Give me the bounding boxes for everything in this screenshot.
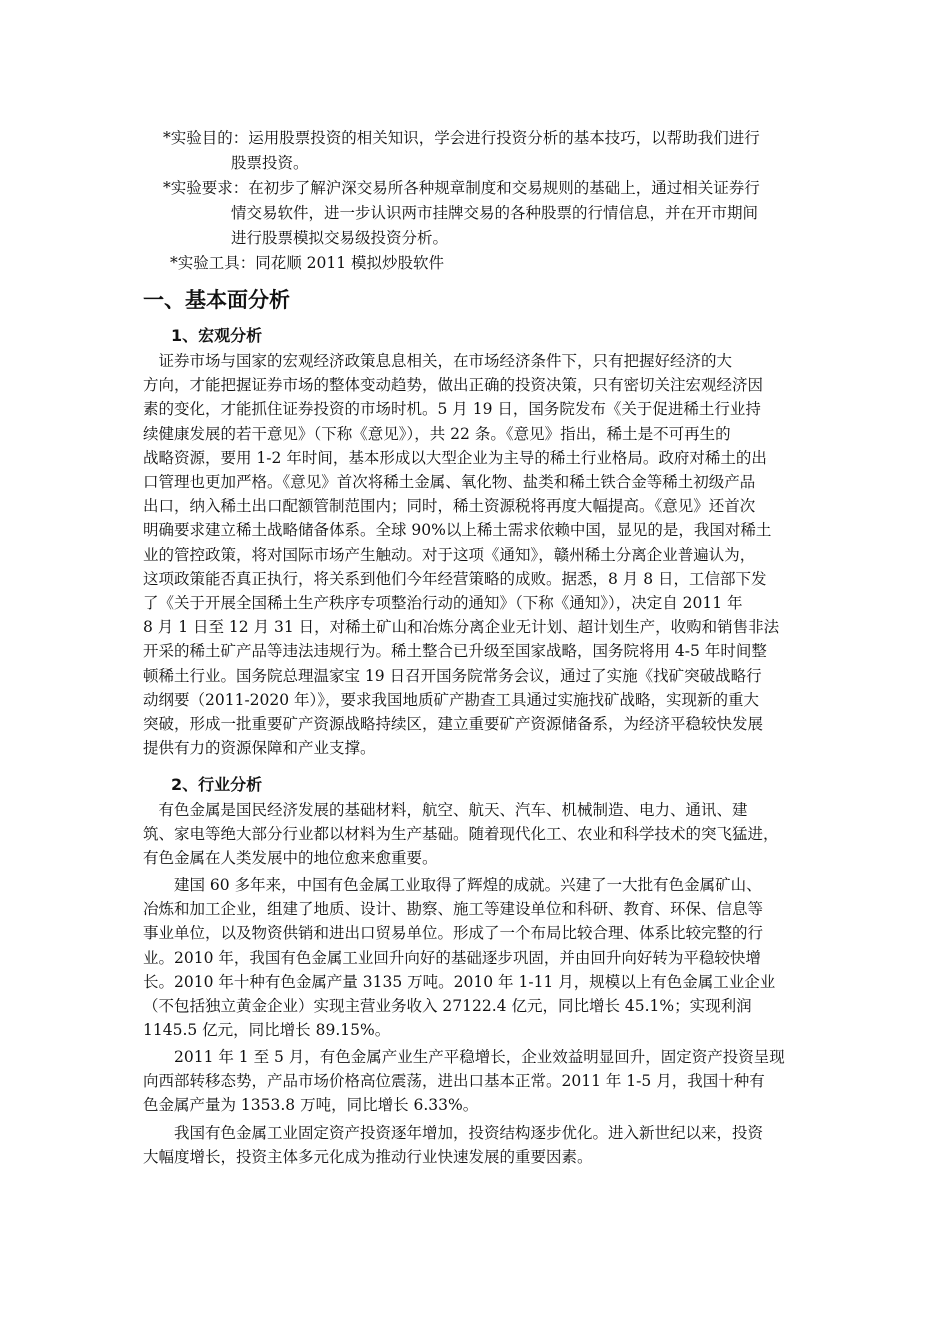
experiment-tool: *实验工具：同花顺 2011 模拟炒股软件 — [170, 254, 445, 272]
macro-analysis-paragraph — [143, 349, 813, 760]
paragraph-line: 续健康发展的若干意见》（下称《意见》），共 22 条。《意见》指出，稀土是不可再生的 — [143, 424, 731, 443]
paragraph-line: 有色金属是国民经济发展的基础材料，航空、航天、汽车、机械制造、电力、通讯、建 — [143, 801, 748, 819]
paragraph-line: 明确要求建立稀土战略储备体系。全球 90%以上稀土需求依赖中国，显见的是，我国对稀土 — [143, 521, 772, 540]
experiment-requirement-line: 进行股票模拟交易级投资分析。 — [231, 229, 449, 247]
paragraph-line: 色金属产量为 1353.8 万吨，同比增长 6.33%。 — [143, 1096, 479, 1115]
paragraph-line: 大幅度增长，投资主体多元化成为推动行业快速发展的重要因素。 — [143, 1148, 593, 1167]
paragraph-line: 这项政策能否真正执行，将关系到他们今年经营策略的成败。据悉，8 月 8 日，工信部下发 — [143, 569, 767, 588]
experiment-purpose-line: *实验目的：运用股票投资的相关知识，学会进行投资分析的基本技巧，以帮助我们进行 — [163, 129, 760, 147]
paragraph-line: 建国 60 多年来，中国有色金属工业取得了辉煌的成就。兴建了一大批有色金属矿山、 — [143, 876, 762, 894]
paragraph-line: 筑、家电等绝大部分行业都以材料为生产基础。随着现代化工、农业和科学技术的突飞猛进， — [143, 825, 779, 844]
paragraph-line: 业。2010 年，我国有色金属工业回升向好的基础逐步巩固，并由回升向好转为平稳较快增 — [143, 948, 761, 967]
subsection-title-industry: 2、行业分析 — [171, 775, 263, 794]
paragraph-line: 出口，纳入稀土出口配额管制范围内；同时，稀土资源税将再度大幅提高。《意见》还首次 — [143, 497, 756, 516]
paragraph-line: 事业单位，以及物资供销和进出口贸易单位。形成了一个布局比较合理、体系比较完整的行 — [143, 924, 764, 943]
paragraph-line: 开采的稀土矿产品等违法违规行为。稀土整合已升级至国家战略，国务院将用 4-5 年时间整 — [143, 642, 767, 661]
paragraph-line: 2011 年 1 至 5 月，有色金属产业生产平稳增长，企业效益明显回升，固定资产投资呈现 — [143, 1048, 785, 1066]
section-title: 一、基本面分析 — [143, 288, 290, 312]
paragraph-line: 战略资源，要用 1-2 年时间，基本形成以大型企业为主导的稀土行业格局。政府对稀土的出 — [143, 448, 767, 467]
industry-paragraph-2 — [143, 873, 813, 1042]
paragraph-line: 冶炼和加工企业，组建了地质、设计、勘察、施工等建设单位和科研、教育、环保、信息等 — [143, 900, 764, 919]
paragraph-line: 突破，形成一批重要矿产资源战略持续区，建立重要矿产资源储备系，为经济平稳较快发展 — [143, 715, 764, 734]
experiment-requirement — [163, 176, 823, 251]
experiment-purpose-line: 股票投资。 — [231, 154, 309, 172]
paragraph-line: 我国有色金属工业固定资产投资逐年增加，投资结构逐步优化。进入新世纪以来，投资 — [143, 1124, 764, 1142]
paragraph-line: 业的管控政策，将对国际市场产生触动。对于这项《通知》，赣州稀土分离企业普遍认为， — [143, 545, 756, 564]
paragraph-line: 素的变化，才能抓住证券投资的市场时机。5 月 19 日，国务院发布《关于促进稀土行业持 — [143, 400, 761, 419]
paragraph-line: 顿稀土行业。国务院总理温家宝 19 日召开国务院常务会议，通过了实施《找矿突破战略行 — [143, 666, 762, 685]
paragraph-line: 证券市场与国家的宏观经济政策息息相关，在市场经济条件下，只有把握好经济的大 — [143, 352, 733, 370]
experiment-requirement-line: *实验要求：在初步了解沪深交易所各种规章制度和交易规则的基础上，通过相关证券行 — [163, 179, 760, 197]
paragraph-line: 8 月 1 日至 12 月 31 日，对稀土矿山和冶炼分离企业无计划、超计划生产，收购和销售非法 — [143, 618, 780, 637]
paragraph-line: 提供有力的资源保障和产业支撑。 — [143, 739, 376, 758]
industry-paragraph-3 — [143, 1045, 813, 1118]
paragraph-line: 方向，才能把握证券市场的整体变动趋势，做出正确的投资决策，只有密切关注宏观经济因 — [143, 376, 764, 395]
paragraph-line: 了《关于开展全国稀土生产秩序专项整治行动的通知》（下称《通知》），决定自 2011 年 — [143, 594, 743, 613]
paragraph-line: 口管理也更加严格。《意见》首次将稀土金属、氧化物、盐类和稀土铁合金等稀土初级产品 — [143, 473, 756, 492]
paragraph-line: 1145.5 亿元，同比增长 89.15%。 — [143, 1021, 391, 1040]
paragraph-line: 动纲要（2011-2020 年）》，要求我国地质矿产勘查工具通过实施找矿战略，实现新的重大 — [143, 690, 760, 709]
subsection-title-macro: 1、宏观分析 — [171, 326, 263, 345]
paragraph-line: 向西部转移态势，产品市场价格高位震荡，进出口基本正常。2011 年 1-5 月，我国十种有 — [143, 1072, 765, 1091]
paragraph-line: 长。2010 年十种有色金属产量 3135 万吨。2010 年 1-11 月，规模以上有色金属工业企业 — [143, 972, 776, 991]
experiment-purpose — [163, 126, 823, 176]
experiment-requirement-line: 情交易软件，进一步认识两市挂牌交易的各种股票的行情信息，并在开市期间 — [231, 204, 759, 222]
industry-paragraph-1 — [143, 798, 813, 871]
paragraph-line: 有色金属在人类发展中的地位愈来愈重要。 — [143, 849, 438, 868]
industry-paragraph-4 — [143, 1121, 813, 1169]
paragraph-line: （不包括独立黄金企业）实现主营业务收入 27122.4 亿元，同比增长 45.1%；实现利润 — [143, 997, 752, 1016]
